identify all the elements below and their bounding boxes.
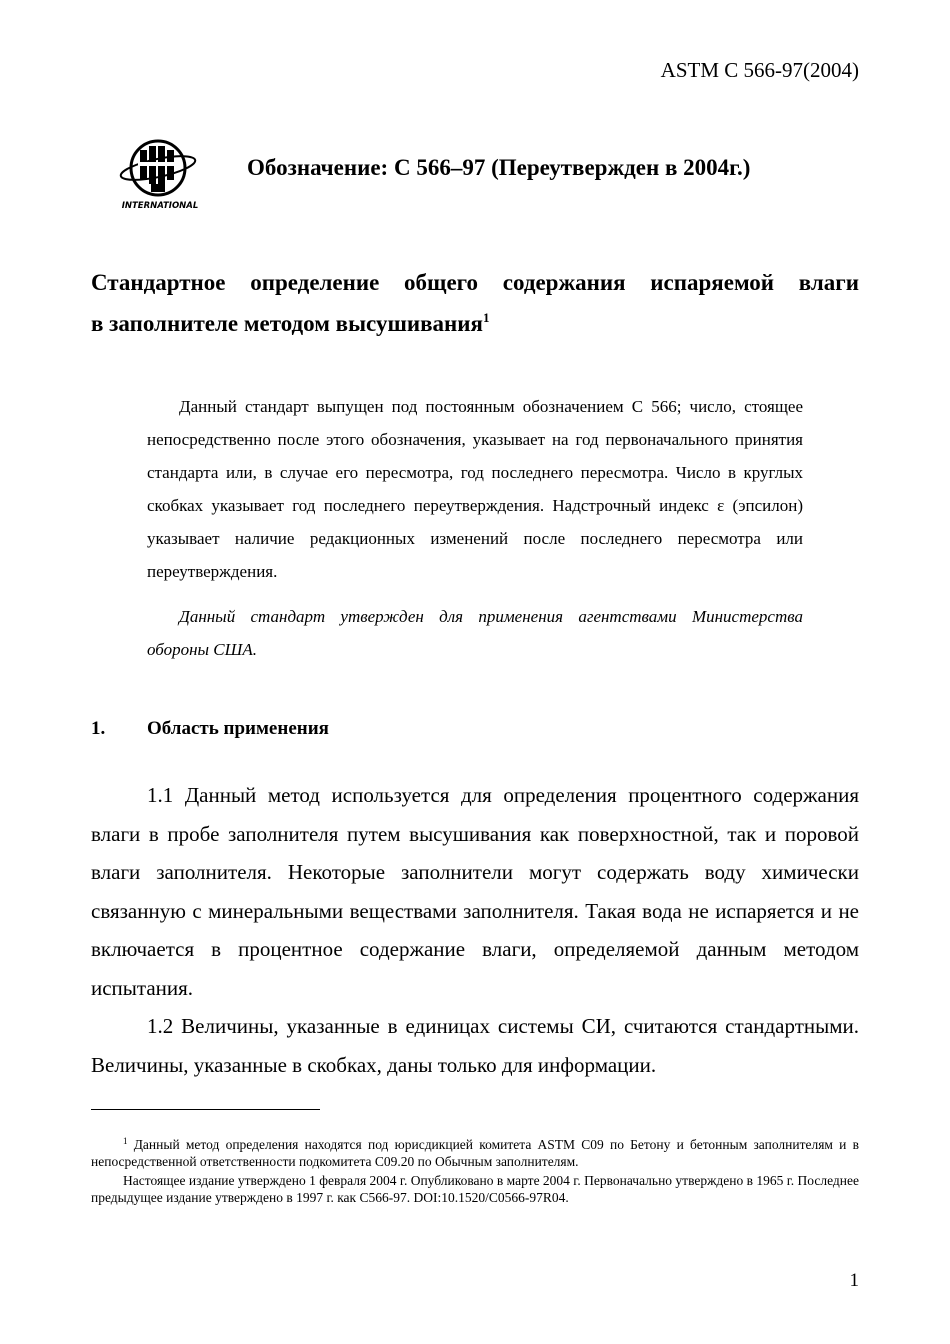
page-number: 1: [849, 1270, 859, 1291]
notice-line: Данный стандарт выпущен под постоянным обозначением C 566; число,: [179, 397, 736, 416]
notice-paragraph-1: [147, 390, 803, 588]
footnote-text-1: Данный метод определения находятся под юрисдикцией комитета ASTM C09 по Бетону и бетонным заполнителям и в непосредственной ответственности подкомитета C09.20 по Обычным заполнителям.: [91, 1137, 859, 1169]
paragraph-1-1: 1.1 Данный метод используется для определения процентного содержания влаги в пробе заполнителя путем высушивания как поверхностной, так и поровой влаги заполнителя. Некоторые заполнители могут содержать воду химически связанную с минеральными веществами заполнителя. Такая вода не испаряется и не включается в процентное содержание влаги, определяемой данным методом испытания.: [91, 783, 859, 1000]
astm-international-logo: [118, 138, 202, 212]
notice-line: Данный стандарт утвержден для применения агентствами: [179, 607, 677, 626]
logo-text: INTERNATIONAL: [121, 201, 199, 211]
footnote-paragraph-1: [91, 1136, 859, 1170]
section-heading: [91, 718, 329, 740]
section-body: [91, 776, 859, 1084]
footnote-paragraph-2: Настоящее издание утверждено 1 февраля 2004 г. Опубликовано в марте 2004 г. Первоначально утверждено в 1965 г. Последнее предыдущее издание утверждено в 1997 г. как C566-97. DOI:10.1520/C0566-97R04.: [91, 1173, 859, 1205]
footnote-divider: [91, 1109, 320, 1110]
document-title: [91, 262, 859, 344]
section-number: 1.: [91, 718, 106, 739]
title-line-2: в заполнителе методом высушивания: [91, 311, 483, 336]
notice-line: редакционных изменений после последнего пересмотра или переутверждения.: [147, 529, 804, 581]
title-footnote-ref: 1: [482, 310, 490, 325]
paragraph-1-2: 1.2 Величины, указанные в единицах системы СИ, считаются стандартными. Величины, указанные в скобках, даны только для информации.: [91, 1014, 859, 1077]
notice-paragraph-2: [147, 600, 803, 666]
designation-heading: Обозначение: C 566–97 (Переутвержден в 2004г.): [247, 155, 751, 180]
notice-line: первоначального принятия стандарта или, в случае его пересмотра, год: [147, 430, 803, 482]
section-title: Область применения: [147, 718, 329, 739]
standard-notice: [147, 390, 803, 666]
notice-line: последнего пересмотра. Число в круглых скобках указывает год последнего: [147, 463, 804, 515]
footnote: [91, 1136, 859, 1208]
notice-line: переутверждения. Надстрочный индекс ε (эпсилон) указывает наличие: [147, 496, 803, 548]
notice-line: Министерства обороны США.: [147, 607, 803, 659]
standard-code-header: ASTM C 566-97(2004): [660, 58, 859, 82]
astm-logo-icon: [118, 138, 202, 212]
title-line-1: Стандартное определение общего содержания испаряемой влаги: [91, 270, 859, 295]
footnote-mark: 1: [123, 1136, 128, 1146]
notice-line: стоящее непосредственно после этого обозначения, указывает на год: [147, 397, 804, 449]
